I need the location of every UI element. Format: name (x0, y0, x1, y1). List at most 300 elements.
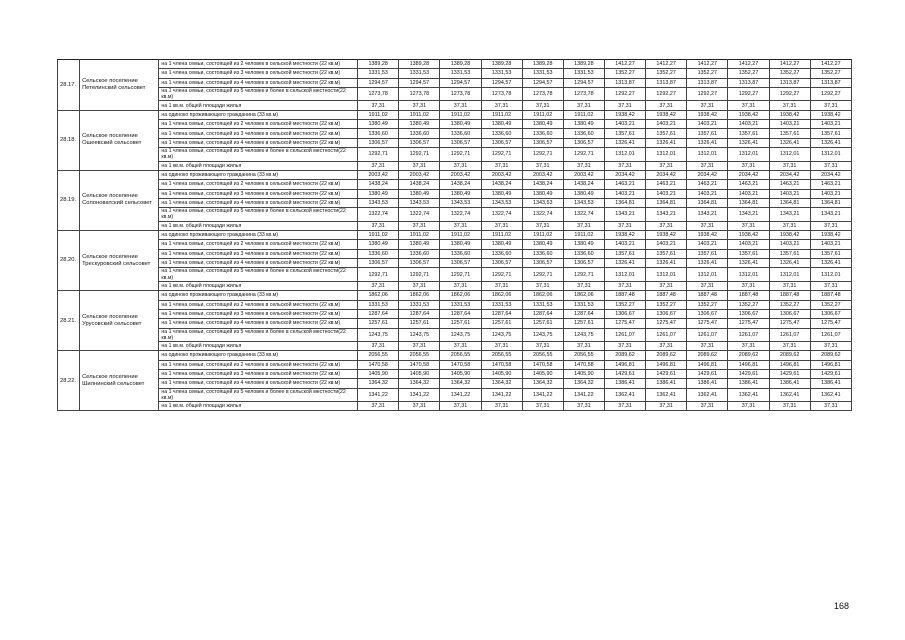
value-cell: 1938,42 (769, 231, 810, 240)
value-cell: 1362,41 (810, 388, 851, 401)
value-cell: 1438,24 (522, 180, 563, 189)
value-cell: 37,31 (522, 101, 563, 110)
value-cell: 1362,41 (646, 388, 687, 401)
value-cell: 1273,78 (440, 88, 481, 101)
value-cell: 1243,75 (481, 328, 522, 341)
value-cell: 2056,55 (358, 351, 399, 360)
value-cell: 1470,58 (440, 360, 481, 369)
table-row (58, 240, 852, 249)
value-cell: 1380,49 (522, 120, 563, 129)
value-cell: 1322,74 (399, 208, 440, 221)
value-cell: 1429,61 (769, 369, 810, 378)
value-cell: 37,31 (604, 101, 645, 110)
value-cell: 1292,71 (522, 148, 563, 161)
value-cell: 1357,61 (769, 129, 810, 138)
value-cell: 1357,61 (687, 249, 728, 258)
value-cell: 1380,49 (563, 189, 604, 198)
value-cell: 2003,42 (358, 170, 399, 179)
value-cell: 1386,41 (769, 379, 810, 388)
value-cell: 1292,71 (358, 148, 399, 161)
value-cell: 1352,27 (728, 69, 769, 78)
value-cell: 1352,27 (769, 300, 810, 309)
table-row (58, 129, 852, 138)
table-row (58, 148, 852, 161)
table-row (58, 208, 852, 221)
table-row (58, 110, 852, 119)
value-cell: 1326,41 (769, 259, 810, 268)
value-cell: 1364,32 (481, 379, 522, 388)
value-cell: 2034,42 (728, 170, 769, 179)
value-cell: 2003,42 (440, 170, 481, 179)
table-row (58, 309, 852, 318)
value-cell: 1336,60 (399, 129, 440, 138)
table-row (58, 88, 852, 101)
value-cell: 1403,21 (810, 120, 851, 129)
value-cell: 1403,21 (604, 120, 645, 129)
value-cell: 1257,61 (358, 319, 399, 328)
value-cell: 1331,53 (440, 300, 481, 309)
table-row (58, 138, 852, 147)
value-cell: 37,31 (440, 161, 481, 170)
value-cell: 1312,01 (728, 148, 769, 161)
settlement-code: 28.17. (58, 60, 80, 111)
value-cell: 1403,21 (646, 120, 687, 129)
value-cell: 1357,61 (728, 249, 769, 258)
value-cell: 37,31 (604, 221, 645, 230)
table-row (58, 268, 852, 281)
value-cell: 37,31 (769, 281, 810, 290)
value-cell: 1292,71 (440, 268, 481, 281)
value-cell: 37,31 (399, 402, 440, 411)
value-cell: 1364,32 (563, 379, 604, 388)
value-cell: 1496,81 (687, 360, 728, 369)
value-cell: 2003,42 (522, 170, 563, 179)
value-cell: 1343,21 (728, 208, 769, 221)
value-cell: 37,31 (358, 281, 399, 290)
value-cell: 1341,22 (358, 388, 399, 401)
row-label: на одиноко проживающего гражданина (33 кв.м) (159, 110, 358, 119)
value-cell: 1336,60 (440, 129, 481, 138)
value-cell: 1243,75 (399, 328, 440, 341)
value-cell: 37,31 (646, 281, 687, 290)
value-cell: 1911,02 (481, 110, 522, 119)
value-cell: 1292,27 (604, 88, 645, 101)
value-cell: 1343,53 (358, 198, 399, 207)
value-cell: 1341,22 (440, 388, 481, 401)
value-cell: 37,31 (687, 341, 728, 350)
value-cell: 1261,07 (728, 328, 769, 341)
value-cell: 1403,21 (687, 120, 728, 129)
value-cell: 1331,53 (522, 300, 563, 309)
value-cell: 1911,02 (481, 231, 522, 240)
value-cell: 1470,58 (399, 360, 440, 369)
value-cell: 1336,60 (563, 249, 604, 258)
value-cell: 1938,42 (687, 110, 728, 119)
value-cell: 1887,48 (604, 291, 645, 300)
value-cell: 1273,78 (481, 88, 522, 101)
row-label: на 1 члена семьи, состоящей из 4 человек в сельской местности (22 кв.м) (159, 138, 358, 147)
value-cell: 1326,41 (687, 259, 728, 268)
value-cell: 1364,81 (728, 198, 769, 207)
value-cell: 1313,87 (810, 78, 851, 87)
value-cell: 1331,53 (481, 300, 522, 309)
value-cell: 1357,61 (810, 249, 851, 258)
table-row (58, 300, 852, 309)
value-cell: 37,31 (481, 281, 522, 290)
value-cell: 37,31 (604, 341, 645, 350)
value-cell: 1389,28 (358, 60, 399, 69)
value-cell: 1911,02 (563, 110, 604, 119)
value-cell: 1352,27 (769, 69, 810, 78)
value-cell: 1331,53 (440, 69, 481, 78)
value-cell: 1463,21 (728, 180, 769, 189)
value-cell: 1364,32 (440, 379, 481, 388)
value-cell: 37,31 (440, 281, 481, 290)
value-cell: 37,31 (728, 402, 769, 411)
value-cell: 1911,02 (399, 231, 440, 240)
table-row (58, 249, 852, 258)
value-cell: 1257,61 (481, 319, 522, 328)
value-cell: 1911,02 (399, 110, 440, 119)
table-row (58, 231, 852, 240)
row-label: на одиноко проживающего гражданина (33 кв.м) (159, 231, 358, 240)
value-cell: 2034,42 (810, 170, 851, 179)
value-cell: 37,31 (687, 101, 728, 110)
value-cell: 1257,61 (563, 319, 604, 328)
value-cell: 1331,53 (563, 69, 604, 78)
value-cell: 1352,27 (646, 69, 687, 78)
table-row (58, 101, 852, 110)
value-cell: 1341,22 (399, 388, 440, 401)
value-cell: 1294,57 (399, 78, 440, 87)
value-cell: 1292,71 (563, 148, 604, 161)
value-cell: 1438,24 (481, 180, 522, 189)
value-cell: 1429,61 (687, 369, 728, 378)
value-cell: 1357,61 (646, 129, 687, 138)
value-cell: 1429,61 (646, 369, 687, 378)
value-cell: 1862,06 (522, 291, 563, 300)
value-cell: 1438,24 (358, 180, 399, 189)
value-cell: 1470,58 (481, 360, 522, 369)
tariff-table (57, 59, 852, 411)
value-cell: 1343,53 (522, 198, 563, 207)
settlement-name: Сельское поселение Петелинский сельсовет (80, 60, 159, 111)
value-cell: 1357,61 (646, 249, 687, 258)
value-cell: 1403,21 (728, 189, 769, 198)
value-cell: 1380,49 (358, 189, 399, 198)
value-cell: 1312,01 (810, 268, 851, 281)
value-cell: 1292,71 (522, 268, 563, 281)
value-cell: 1287,64 (399, 309, 440, 318)
row-label: на 1 кв.м. общей площади жилья (159, 341, 358, 350)
value-cell: 1470,58 (358, 360, 399, 369)
value-cell: 1403,21 (769, 240, 810, 249)
value-cell: 1292,71 (440, 148, 481, 161)
value-cell: 37,31 (810, 101, 851, 110)
row-label: на 1 члена семьи, состоящей из 5 человек и более в сельской местности(22 кв.м) (159, 328, 358, 341)
value-cell: 1357,61 (810, 129, 851, 138)
value-cell: 1312,01 (728, 268, 769, 281)
value-cell: 1911,02 (440, 231, 481, 240)
value-cell: 1343,21 (604, 208, 645, 221)
value-cell: 37,31 (646, 341, 687, 350)
settlement-name: Сельское поселение Солоноватский сельсовет (80, 170, 159, 230)
row-label: на 1 члена семьи, состоящей из 5 человек и более в сельской местности(22 кв.м) (159, 268, 358, 281)
value-cell: 1273,78 (563, 88, 604, 101)
value-cell: 1312,01 (604, 268, 645, 281)
value-cell: 1306,57 (481, 138, 522, 147)
value-cell: 37,31 (769, 101, 810, 110)
table-row (58, 189, 852, 198)
value-cell: 1386,41 (604, 379, 645, 388)
row-label: на 1 члена семьи, состоящей из 2 человек в сельской местности (22 кв.м) (159, 120, 358, 129)
value-cell: 1412,27 (728, 60, 769, 69)
value-cell: 37,31 (440, 341, 481, 350)
value-cell: 37,31 (563, 101, 604, 110)
value-cell: 1273,78 (522, 88, 563, 101)
row-label: на 1 члена семьи, состоящей из 5 человек и более в сельской местности(22 кв.м) (159, 88, 358, 101)
value-cell: 1336,60 (522, 249, 563, 258)
value-cell: 1313,87 (687, 78, 728, 87)
value-cell: 1336,60 (440, 249, 481, 258)
value-cell: 1306,57 (358, 259, 399, 268)
value-cell: 1312,01 (604, 148, 645, 161)
settlement-code: 28.18. (58, 110, 80, 170)
value-cell: 1380,49 (481, 189, 522, 198)
value-cell: 1463,21 (646, 180, 687, 189)
value-cell: 1470,58 (563, 360, 604, 369)
value-cell: 37,31 (646, 402, 687, 411)
value-cell: 1326,41 (769, 138, 810, 147)
value-cell: 37,31 (563, 161, 604, 170)
value-cell: 1362,41 (769, 388, 810, 401)
table-row (58, 281, 852, 290)
value-cell: 37,31 (563, 281, 604, 290)
table-row (58, 221, 852, 230)
value-cell: 2003,42 (481, 170, 522, 179)
value-cell: 1313,87 (728, 78, 769, 87)
value-cell: 1403,21 (646, 240, 687, 249)
value-cell: 1938,42 (810, 110, 851, 119)
value-cell: 1911,02 (522, 231, 563, 240)
value-cell: 1938,42 (769, 110, 810, 119)
value-cell: 1364,81 (810, 198, 851, 207)
value-cell: 1292,27 (687, 88, 728, 101)
settlement-code: 28.21. (58, 291, 80, 351)
value-cell: 37,31 (646, 221, 687, 230)
value-cell: 1257,61 (399, 319, 440, 328)
value-cell: 1389,28 (481, 60, 522, 69)
value-cell: 1343,53 (440, 198, 481, 207)
value-cell: 37,31 (769, 402, 810, 411)
value-cell: 1261,07 (769, 328, 810, 341)
value-cell: 1887,48 (810, 291, 851, 300)
value-cell: 37,31 (399, 161, 440, 170)
value-cell: 37,31 (522, 281, 563, 290)
value-cell: 1331,53 (399, 69, 440, 78)
value-cell: 37,31 (646, 161, 687, 170)
value-cell: 1343,21 (810, 208, 851, 221)
value-cell: 37,31 (563, 221, 604, 230)
value-cell: 37,31 (358, 221, 399, 230)
value-cell: 1261,07 (810, 328, 851, 341)
value-cell: 1938,42 (646, 110, 687, 119)
value-cell: 1294,57 (563, 78, 604, 87)
row-label: на 1 члена семьи, состоящей из 4 человек в сельской местности (22 кв.м) (159, 379, 358, 388)
value-cell: 1364,81 (646, 198, 687, 207)
value-cell: 1438,24 (399, 180, 440, 189)
value-cell: 1405,90 (522, 369, 563, 378)
row-label: на одиноко проживающего гражданина (33 кв.м) (159, 170, 358, 179)
row-label: на 1 кв.м. общей площади жилья (159, 221, 358, 230)
row-label: на 1 кв.м. общей площади жилья (159, 281, 358, 290)
value-cell: 2056,55 (522, 351, 563, 360)
value-cell: 1403,21 (728, 120, 769, 129)
value-cell: 1313,87 (769, 78, 810, 87)
value-cell: 37,31 (481, 341, 522, 350)
row-label: на 1 члена семьи, состоящей из 5 человек и более в сельской местности(22 кв.м) (159, 148, 358, 161)
value-cell: 1380,49 (522, 189, 563, 198)
value-cell: 37,31 (440, 221, 481, 230)
value-cell: 1306,57 (399, 259, 440, 268)
value-cell: 1380,49 (399, 240, 440, 249)
value-cell: 1938,42 (728, 231, 769, 240)
value-cell: 37,31 (604, 402, 645, 411)
row-label: на 1 члена семьи, состоящей из 3 человек в сельской местности (22 кв.м) (159, 369, 358, 378)
value-cell: 1312,01 (646, 268, 687, 281)
value-cell: 1312,01 (687, 148, 728, 161)
value-cell: 1306,67 (604, 309, 645, 318)
value-cell: 1380,49 (358, 120, 399, 129)
value-cell: 1306,57 (358, 138, 399, 147)
value-cell: 1496,81 (810, 360, 851, 369)
value-cell: 37,31 (810, 402, 851, 411)
table-row (58, 198, 852, 207)
value-cell: 1326,41 (728, 259, 769, 268)
table-row (58, 170, 852, 179)
value-cell: 37,31 (810, 221, 851, 230)
value-cell: 1343,53 (399, 198, 440, 207)
value-cell: 37,31 (604, 161, 645, 170)
value-cell: 37,31 (810, 161, 851, 170)
value-cell: 1287,64 (440, 309, 481, 318)
value-cell: 1275,47 (646, 319, 687, 328)
value-cell: 1911,02 (358, 231, 399, 240)
value-cell: 1862,06 (399, 291, 440, 300)
value-cell: 1364,81 (769, 198, 810, 207)
value-cell: 1380,49 (522, 240, 563, 249)
value-cell: 1380,49 (440, 189, 481, 198)
value-cell: 1292,71 (358, 268, 399, 281)
table-row (58, 319, 852, 328)
table-row (58, 69, 852, 78)
value-cell: 1438,24 (440, 180, 481, 189)
value-cell: 1275,47 (728, 319, 769, 328)
value-cell: 37,31 (646, 101, 687, 110)
value-cell: 1403,21 (604, 240, 645, 249)
value-cell: 37,31 (399, 101, 440, 110)
value-cell: 37,31 (399, 221, 440, 230)
value-cell: 1336,60 (358, 129, 399, 138)
value-cell: 37,31 (687, 161, 728, 170)
value-cell: 1336,60 (522, 129, 563, 138)
value-cell: 1306,57 (563, 259, 604, 268)
value-cell: 1312,01 (810, 148, 851, 161)
value-cell: 1326,41 (810, 259, 851, 268)
value-cell: 1429,61 (810, 369, 851, 378)
row-label: на 1 члена семьи, состоящей из 4 человек в сельской местности (22 кв.м) (159, 319, 358, 328)
value-cell: 1275,47 (810, 319, 851, 328)
value-cell: 1352,27 (687, 69, 728, 78)
table-row (58, 259, 852, 268)
value-cell: 1261,07 (604, 328, 645, 341)
value-cell: 1357,61 (604, 249, 645, 258)
settlement-code: 28.20. (58, 231, 80, 291)
value-cell: 1306,57 (522, 259, 563, 268)
value-cell: 2034,42 (646, 170, 687, 179)
value-cell: 37,31 (358, 161, 399, 170)
value-cell: 37,31 (522, 161, 563, 170)
value-cell: 1429,61 (728, 369, 769, 378)
value-cell: 1341,22 (522, 388, 563, 401)
value-cell: 1312,01 (646, 148, 687, 161)
value-cell: 1257,61 (522, 319, 563, 328)
value-cell: 1405,90 (358, 369, 399, 378)
value-cell: 1386,41 (687, 379, 728, 388)
value-cell: 1386,41 (810, 379, 851, 388)
value-cell: 1313,87 (604, 78, 645, 87)
value-cell: 1306,67 (687, 309, 728, 318)
value-cell: 37,31 (522, 341, 563, 350)
value-cell: 1911,02 (522, 110, 563, 119)
value-cell: 1364,32 (522, 379, 563, 388)
value-cell: 1273,78 (358, 88, 399, 101)
value-cell: 1403,21 (687, 240, 728, 249)
table-row (58, 351, 852, 360)
settlement-code: 28.19. (58, 170, 80, 230)
value-cell: 1412,27 (810, 60, 851, 69)
value-cell: 1273,78 (399, 88, 440, 101)
value-cell: 1331,53 (399, 300, 440, 309)
table-row (58, 360, 852, 369)
value-cell: 1336,60 (563, 129, 604, 138)
value-cell: 2056,55 (399, 351, 440, 360)
value-cell: 37,31 (810, 341, 851, 350)
value-cell: 1470,58 (522, 360, 563, 369)
table-row (58, 388, 852, 401)
value-cell: 1380,49 (440, 240, 481, 249)
value-cell: 37,31 (481, 161, 522, 170)
value-cell: 37,31 (358, 341, 399, 350)
value-cell: 1306,67 (646, 309, 687, 318)
value-cell: 37,31 (687, 221, 728, 230)
value-cell: 1463,21 (687, 180, 728, 189)
value-cell: 37,31 (728, 341, 769, 350)
table-row (58, 328, 852, 341)
row-label: на 1 кв.м. общей площади жилья (159, 101, 358, 110)
value-cell: 1380,49 (563, 240, 604, 249)
value-cell: 1412,27 (604, 60, 645, 69)
value-cell: 1294,57 (481, 78, 522, 87)
value-cell: 1403,21 (810, 240, 851, 249)
value-cell: 1352,27 (604, 69, 645, 78)
value-cell: 2056,55 (440, 351, 481, 360)
value-cell: 2089,62 (687, 351, 728, 360)
table-row (58, 120, 852, 129)
value-cell: 37,31 (687, 402, 728, 411)
value-cell: 1412,27 (769, 60, 810, 69)
value-cell: 1380,49 (481, 240, 522, 249)
